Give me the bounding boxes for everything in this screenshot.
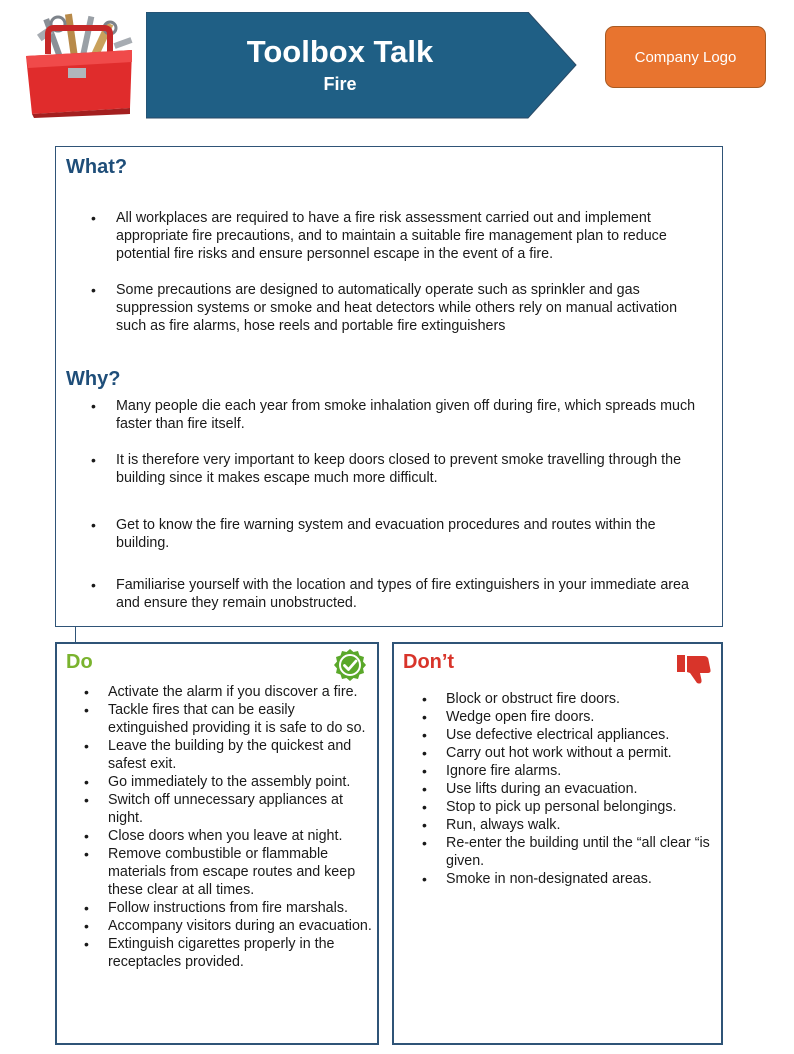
list-item: • Block or obstruct fire doors. xyxy=(446,690,721,708)
list-item: • Carry out hot work without a permit. xyxy=(446,744,721,762)
list-item: • Tackle fires that can be easily extinguished providing it is safe to do so. xyxy=(108,701,378,737)
list-item: • It is therefore very important to keep doors closed to prevent smoke travelling through the building since it makes escape much more difficult. xyxy=(116,451,702,487)
list-item: • All workplaces are required to have a fire risk assessment carried out and implement appropriate fire precautions, and to maintain a suitable fire management plan to reduce potential fire risks and ensure personnel escape in the event of a fire. xyxy=(116,209,702,263)
why-heading: Why? xyxy=(66,368,121,390)
list-item: • Leave the building by the quickest and safest exit. xyxy=(108,737,378,773)
page-title: Toolbox Talk xyxy=(246,33,434,69)
list-item: • Use lifts during an evacuation. xyxy=(446,780,721,798)
toolbox-icon xyxy=(18,10,140,120)
list-item: • Use defective electrical appliances. xyxy=(446,726,721,744)
thumbs-down-icon xyxy=(676,653,714,685)
list-item: • Extinguish cigarettes properly in the receptacles provided. xyxy=(108,935,378,971)
do-panel xyxy=(55,642,379,1045)
list-item: • Remove combustible or flammable materials from escape routes and keep these clear at all times. xyxy=(108,845,378,899)
do-list xyxy=(108,683,378,971)
list-item: • Activate the alarm if you discover a fire. xyxy=(108,683,378,701)
list-item: • Follow instructions from fire marshals. xyxy=(108,899,378,917)
dont-heading: Don’t xyxy=(403,651,455,673)
company-logo: Company Logo xyxy=(605,26,766,88)
dont-panel xyxy=(392,642,723,1045)
list-item: • Re-enter the building until the “all clear “is given. xyxy=(446,834,721,870)
list-item: • Go immediately to the assembly point. xyxy=(108,773,378,791)
what-heading: What? xyxy=(66,156,128,178)
list-item: • Ignore fire alarms. xyxy=(446,762,721,780)
title-banner xyxy=(146,12,578,119)
page-subtitle: Fire xyxy=(323,73,357,94)
list-item: • Accompany visitors during an evacuation. xyxy=(108,917,378,935)
list-item: • Stop to pick up personal belongings. xyxy=(446,798,721,816)
list-item: • Switch off unnecessary appliances at night. xyxy=(108,791,378,827)
list-item: • Smoke in non-designated areas. xyxy=(446,870,721,888)
check-badge-icon xyxy=(333,648,367,682)
do-heading: Do xyxy=(66,651,93,673)
what-why-panel xyxy=(55,146,723,627)
list-item: • Familiarise yourself with the location and types of fire extinguishers in your immediate area and ensure they remain unobstructed. xyxy=(116,576,702,612)
connector-line xyxy=(75,626,76,642)
list-item: • Wedge open fire doors. xyxy=(446,708,721,726)
list-item: • Get to know the fire warning system and evacuation procedures and routes within the building. xyxy=(116,516,702,552)
list-item: • Run, always walk. xyxy=(446,816,721,834)
dont-list xyxy=(446,690,721,888)
list-item: • Many people die each year from smoke inhalation given off during fire, which spreads much faster than fire itself. xyxy=(116,397,702,433)
list-item: • Close doors when you leave at night. xyxy=(108,827,378,845)
list-item: • Some precautions are designed to automatically operate such as sprinkler and gas suppression systems or smoke and heat detectors while others rely on manual activation such as fire alarms, hose reels and portable fire extinguishers xyxy=(116,281,702,335)
